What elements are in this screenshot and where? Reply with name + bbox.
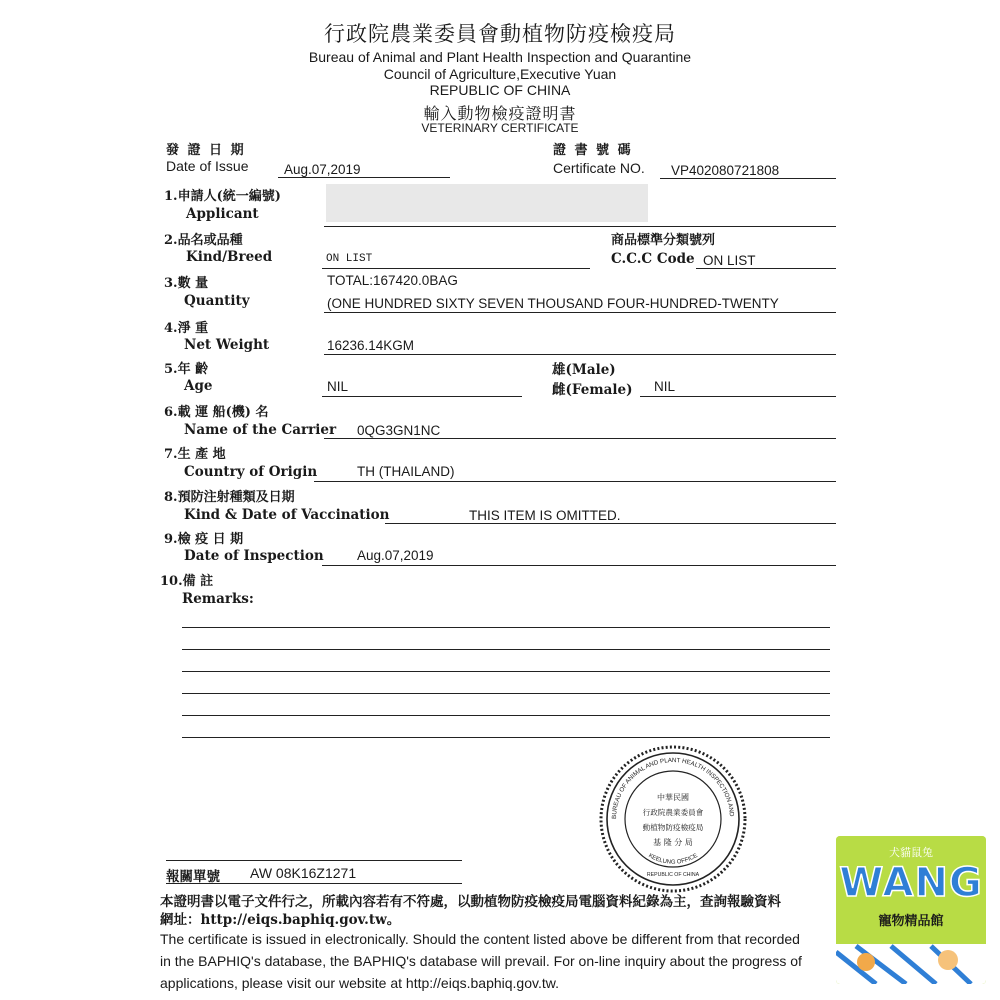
footer-en-line-3: applications, please visit our website at http://eiqs.baphiq.gov.tw.	[160, 975, 559, 991]
quantity-label-en: Quantity	[184, 293, 250, 309]
inspection-value: Aug.07,2019	[357, 548, 434, 563]
quantity-total: TOTAL:167420.0BAG	[327, 273, 458, 288]
vaccination-label-cn: 8.預防注射種類及日期	[164, 490, 295, 505]
agency-title-cn: 行政院農業委員會動植物防疫檢疫局	[324, 22, 676, 46]
origin-value: TH (THAILAND)	[357, 464, 455, 479]
customs-top-line	[166, 860, 462, 861]
logo-sub-text: 寵物精品館	[878, 914, 944, 929]
country-title: REPUBLIC OF CHINA	[429, 82, 571, 98]
customs-label: 報關單號	[166, 869, 220, 885]
official-seal	[598, 744, 748, 894]
netweight-label-cn: 4.淨 重	[164, 321, 209, 336]
footer-cn-line-2: 網址：http://eiqs.baphiq.gov.tw。	[160, 912, 401, 928]
age-underline	[322, 396, 522, 397]
customs-underline	[166, 883, 462, 884]
remarks-label-en: Remarks:	[182, 591, 254, 607]
netweight-value: 16236.14KGM	[327, 338, 415, 353]
netweight-label-en: Net Weight	[184, 337, 270, 353]
quantity-words: (ONE HUNDRED SIXTY SEVEN THOUSAND FOUR-HUNDRED-TWENTY	[327, 296, 779, 311]
carrier-value: 0QG3GN1NC	[357, 423, 441, 438]
seal-line-1: 中華民國	[657, 793, 689, 802]
vaccination-label-en: Kind & Date of Vaccination	[184, 507, 390, 523]
seal-graphic	[598, 744, 748, 894]
cert-no-value: VP402080721808	[671, 163, 780, 178]
ccc-label-en: C.C.C Code	[611, 251, 695, 267]
remarks-line	[182, 671, 830, 672]
ccc-value: ON LIST	[703, 253, 756, 268]
remarks-label-cn: 10.備 註	[160, 574, 214, 589]
council-title: Council of Agriculture,Executive Yuan	[383, 66, 617, 82]
kind-underline	[322, 268, 590, 269]
carrier-label-en: Name of the Carrier	[184, 422, 337, 438]
wang-logo	[836, 836, 986, 984]
issue-date-label-cn: 發 證 日 期	[166, 143, 246, 158]
age-value: NIL	[327, 379, 349, 394]
issue-date-label-en: Date of Issue	[166, 158, 249, 174]
quantity-underline	[324, 312, 836, 313]
logo-brand: WANG	[839, 860, 983, 906]
sex-value: NIL	[654, 379, 676, 394]
age-label-en: Age	[184, 378, 213, 394]
seal-line-2: 行政院農業委員會	[642, 808, 704, 817]
child-icon	[857, 953, 875, 971]
cert-no-label-en: Certificate NO.	[553, 160, 645, 176]
remarks-line	[182, 649, 830, 650]
agency-title-en: Bureau of Animal and Plant Health Inspection and Quarantine	[308, 49, 692, 65]
seal-outer-text: BUREAU OF ANIMAL AND PLANT HEALTH INSPECTION AND	[610, 756, 735, 820]
cert-no-label-cn: 證 書 號 碼	[553, 143, 633, 158]
vaccination-value: THIS ITEM IS OMITTED.	[469, 508, 621, 523]
carrier-label-cn: 6.載 運 船(機) 名	[164, 405, 269, 420]
inspection-label-en: Date of Inspection	[184, 548, 324, 564]
document-title-cn: 輸入動物檢疫證明書	[423, 104, 577, 123]
seal-bottom-text-2: REPUBLIC OF CHINA	[646, 872, 700, 878]
footer-en-line-1: The certificate is issued in electronically. Should the content listed above be different from that recorded	[160, 931, 800, 947]
seal-line-4: 基 隆 分 局	[653, 838, 693, 847]
remarks-line	[182, 627, 830, 628]
issue-date-underline	[278, 177, 450, 178]
customs-value: AW 08K16Z1271	[250, 865, 357, 881]
issue-date-value: Aug.07,2019	[284, 162, 361, 177]
document-title-en: VETERINARY CERTIFICATE	[421, 121, 579, 135]
seal-bottom-text: KEELUNG OFFICE	[647, 852, 699, 866]
inspection-underline	[322, 565, 836, 566]
footer-en-line-2: in the BAPHIQ's database, the BAPHIQ's database will prevail. For on-line inquiry about the progress of	[160, 953, 802, 969]
applicant-redaction	[326, 184, 648, 222]
male-label: 雄(Male)	[552, 362, 616, 378]
carrier-underline	[324, 438, 836, 439]
seal-line-3: 動植物防疫檢疫局	[642, 823, 704, 832]
origin-underline	[314, 481, 836, 482]
applicant-label-cn: 1.申請人(統一編號)	[164, 189, 281, 204]
age-label-cn: 5.年 齡	[164, 362, 209, 377]
logo-top-text: 犬貓鼠兔	[889, 846, 933, 859]
sex-underline	[640, 396, 836, 397]
vaccination-underline	[385, 523, 836, 524]
cert-no-underline	[660, 178, 836, 179]
dog-icon	[938, 950, 958, 970]
female-label: 雌(Female)	[552, 382, 633, 398]
remarks-line	[182, 715, 830, 716]
ccc-underline	[696, 268, 836, 269]
applicant-label-en: Applicant	[186, 206, 259, 222]
remarks-line	[182, 737, 830, 738]
applicant-underline	[324, 226, 836, 227]
inspection-label-cn: 9.檢 疫 日 期	[164, 532, 244, 547]
quantity-label-cn: 3.數 量	[164, 276, 209, 291]
footer-cn-line-1: 本證明書以電子文件行之，所載內容若有不符處，以動植物防疫檢疫局電腦資料紀錄為主，查詢報驗資料	[160, 894, 781, 910]
origin-label-en: Country of Origin	[184, 464, 318, 480]
kind-label-en: Kind/Breed	[186, 249, 273, 265]
ccc-label-cn: 商品標準分類號列	[611, 233, 716, 248]
origin-label-cn: 7.生 產 地	[164, 447, 226, 462]
remarks-line	[182, 693, 830, 694]
netweight-underline	[324, 354, 836, 355]
kind-value: ON LIST	[326, 253, 373, 265]
kind-label-cn: 2.品名或品種	[164, 233, 243, 248]
